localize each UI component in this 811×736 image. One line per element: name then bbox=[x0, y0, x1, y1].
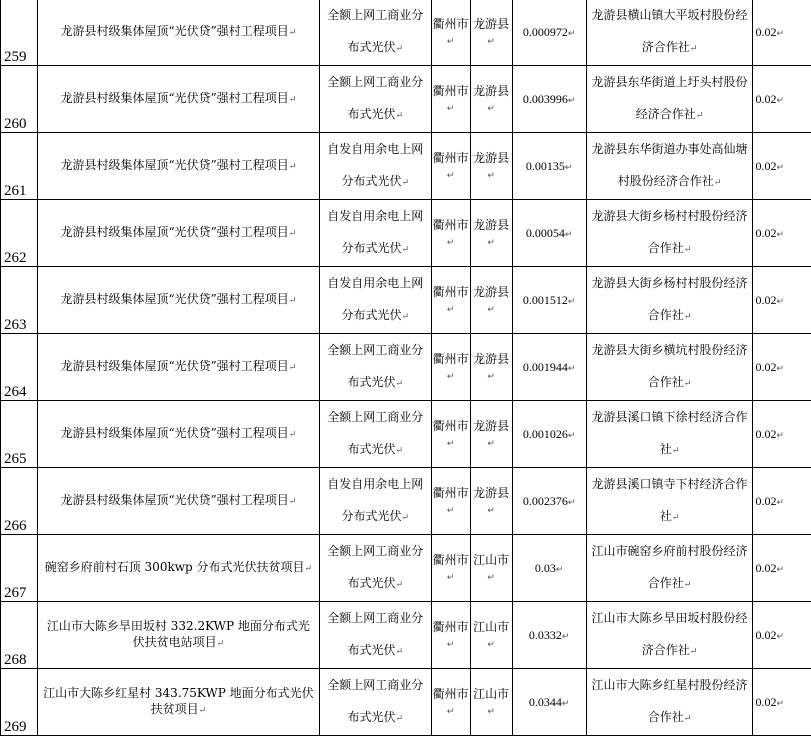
row-number: 260 bbox=[4, 116, 27, 132]
county-cell bbox=[470, 334, 512, 401]
city: 衢州市 bbox=[433, 419, 469, 433]
paragraph-mark-icon: ↵ bbox=[487, 36, 495, 46]
owner-name: 龙游县大街乡横坑村股份经济合作社 bbox=[592, 343, 748, 389]
subsidy-price: 0.02 bbox=[755, 159, 776, 173]
capacity-cell bbox=[512, 267, 586, 334]
project-name: 龙游县村级集体屋顶“光伏贷”强村工程项目 bbox=[60, 359, 288, 373]
paragraph-mark-icon: ↵ bbox=[199, 706, 207, 716]
county: 龙游县 bbox=[473, 352, 509, 366]
subsidy-price-cell bbox=[753, 200, 811, 267]
paragraph-mark-icon: ↵ bbox=[395, 379, 403, 389]
paragraph-mark-icon: ↵ bbox=[217, 639, 225, 649]
paragraph-mark-icon: ↵ bbox=[487, 371, 495, 381]
row-number-cell bbox=[1, 66, 38, 133]
capacity-cell bbox=[512, 200, 586, 267]
subsidy-price-cell bbox=[753, 0, 811, 66]
table-row bbox=[1, 468, 811, 535]
paragraph-mark-icon: ↵ bbox=[568, 430, 576, 440]
table-row bbox=[1, 133, 811, 200]
paragraph-mark-icon: ↵ bbox=[714, 178, 722, 188]
paragraph-mark-icon: ↵ bbox=[696, 111, 704, 121]
county-cell bbox=[470, 401, 512, 468]
row-number-cell bbox=[1, 200, 38, 267]
connection-type: 全额上网工商业分布式光伏 bbox=[327, 544, 423, 590]
connection-type: 全额上网工商业分布式光伏 bbox=[327, 678, 423, 724]
row-number-cell bbox=[1, 334, 38, 401]
table-row bbox=[1, 0, 811, 66]
owner-name: 龙游县东华街道上圩头村股份经济合作社 bbox=[592, 75, 748, 121]
paragraph-mark-icon: ↵ bbox=[776, 296, 784, 306]
paragraph-mark-icon: ↵ bbox=[395, 111, 403, 121]
project-name-cell bbox=[37, 0, 319, 66]
paragraph-mark-icon: ↵ bbox=[568, 363, 576, 373]
owner-name-cell bbox=[586, 401, 753, 468]
city-cell bbox=[431, 401, 470, 468]
county-cell bbox=[470, 200, 512, 267]
city: 衢州市 bbox=[433, 620, 469, 634]
county-cell bbox=[470, 66, 512, 133]
paragraph-mark-icon: ↵ bbox=[487, 572, 495, 582]
project-name-cell bbox=[37, 468, 319, 535]
subsidy-price: 0.02 bbox=[755, 494, 776, 508]
owner-name: 龙游县溪口镇寺下村经济合作社 bbox=[592, 477, 748, 523]
row-number: 262 bbox=[4, 250, 27, 266]
paragraph-mark-icon: ↵ bbox=[401, 245, 409, 255]
capacity: 0.001512 bbox=[523, 293, 568, 307]
capacity: 0.001944 bbox=[523, 360, 568, 374]
owner-name-cell bbox=[586, 334, 753, 401]
paragraph-mark-icon: ↵ bbox=[447, 706, 455, 716]
capacity-cell bbox=[512, 602, 586, 669]
paragraph-mark-icon: ↵ bbox=[565, 229, 573, 239]
row-number-cell bbox=[1, 669, 38, 736]
paragraph-mark-icon: ↵ bbox=[401, 513, 409, 523]
capacity: 0.03 bbox=[535, 561, 556, 575]
connection-type: 自发自用余电上网分布式光伏 bbox=[327, 477, 423, 523]
row-number-cell bbox=[1, 602, 38, 669]
city-cell bbox=[431, 267, 470, 334]
county: 龙游县 bbox=[473, 285, 509, 299]
row-number: 263 bbox=[4, 317, 27, 333]
paragraph-mark-icon: ↵ bbox=[568, 296, 576, 306]
project-name: 江山市大陈乡红星村 343.75KWP 地面分布式光伏扶贫项目 bbox=[43, 686, 314, 716]
capacity-cell bbox=[512, 334, 586, 401]
paragraph-mark-icon: ↵ bbox=[447, 170, 455, 180]
subsidy-price-cell bbox=[753, 669, 811, 736]
connection-type-cell bbox=[319, 133, 431, 200]
paragraph-mark-icon: ↵ bbox=[562, 698, 570, 708]
subsidy-price: 0.02 bbox=[755, 695, 776, 709]
capacity-cell bbox=[512, 133, 586, 200]
paragraph-mark-icon: ↵ bbox=[684, 245, 692, 255]
county-cell bbox=[470, 468, 512, 535]
county: 龙游县 bbox=[473, 419, 509, 433]
county-cell bbox=[470, 133, 512, 200]
capacity: 0.002376 bbox=[523, 494, 568, 508]
city: 衢州市 bbox=[433, 84, 469, 98]
city: 衢州市 bbox=[433, 17, 469, 31]
city-cell bbox=[431, 334, 470, 401]
owner-name: 江山市大陈乡旱田坂村股份经济合作社 bbox=[592, 611, 748, 657]
city: 衢州市 bbox=[433, 352, 469, 366]
table-row bbox=[1, 669, 811, 736]
paragraph-mark-icon: ↵ bbox=[776, 162, 784, 172]
connection-type-cell bbox=[319, 334, 431, 401]
county-cell bbox=[470, 602, 512, 669]
project-name-cell bbox=[37, 133, 319, 200]
city-cell bbox=[431, 602, 470, 669]
subsidy-price-cell bbox=[753, 401, 811, 468]
subsidy-price: 0.02 bbox=[755, 628, 776, 642]
row-number-cell bbox=[1, 468, 38, 535]
paragraph-mark-icon: ↵ bbox=[447, 572, 455, 582]
city: 衢州市 bbox=[433, 151, 469, 165]
subsidy-price: 0.02 bbox=[755, 360, 776, 374]
paragraph-mark-icon: ↵ bbox=[487, 237, 495, 247]
project-name: 龙游县村级集体屋顶“光伏贷”强村工程项目 bbox=[60, 24, 288, 38]
paragraph-mark-icon: ↵ bbox=[690, 44, 698, 54]
paragraph-mark-icon: ↵ bbox=[684, 312, 692, 322]
subsidy-price-cell bbox=[753, 535, 811, 602]
owner-name: 江山市大陈乡红星村股份经济合作社 bbox=[592, 678, 748, 724]
table-row bbox=[1, 602, 811, 669]
connection-type-cell bbox=[319, 0, 431, 66]
project-name: 龙游县村级集体屋顶“光伏贷”强村工程项目 bbox=[60, 225, 288, 239]
county: 龙游县 bbox=[473, 151, 509, 165]
connection-type-cell bbox=[319, 200, 431, 267]
subsidy-price-cell bbox=[753, 468, 811, 535]
subsidy-price-cell bbox=[753, 602, 811, 669]
owner-name-cell bbox=[586, 200, 753, 267]
connection-type-cell bbox=[319, 267, 431, 334]
capacity: 0.0344 bbox=[529, 695, 562, 709]
paragraph-mark-icon: ↵ bbox=[289, 430, 297, 440]
paragraph-mark-icon: ↵ bbox=[568, 28, 576, 38]
subsidy-price: 0.02 bbox=[755, 92, 776, 106]
owner-name-cell bbox=[586, 0, 753, 66]
capacity: 0.00054 bbox=[526, 226, 565, 240]
connection-type-cell bbox=[319, 535, 431, 602]
paragraph-mark-icon: ↵ bbox=[487, 304, 495, 314]
city-cell bbox=[431, 535, 470, 602]
project-name: 碗窑乡府前村石顶 300kwp 分布式光伏扶贫项目 bbox=[45, 560, 305, 574]
row-number-cell bbox=[1, 401, 38, 468]
connection-type-cell bbox=[319, 401, 431, 468]
owner-name: 龙游县溪口镇下徐村经济合作社 bbox=[592, 410, 748, 456]
paragraph-mark-icon: ↵ bbox=[487, 639, 495, 649]
connection-type: 全额上网工商业分布式光伏 bbox=[327, 75, 423, 121]
city-cell bbox=[431, 0, 470, 66]
project-name-cell bbox=[37, 267, 319, 334]
paragraph-mark-icon: ↵ bbox=[447, 639, 455, 649]
city: 衢州市 bbox=[433, 218, 469, 232]
row-number-cell bbox=[1, 535, 38, 602]
project-name-cell bbox=[37, 200, 319, 267]
capacity: 0.003996 bbox=[523, 92, 568, 106]
owner-name: 龙游县大街乡杨村村股份经济合作社 bbox=[592, 209, 748, 255]
paragraph-mark-icon: ↵ bbox=[562, 631, 570, 641]
row-number: 266 bbox=[4, 518, 27, 534]
subsidy-price: 0.02 bbox=[755, 427, 776, 441]
city-cell bbox=[431, 468, 470, 535]
capacity: 0.000972 bbox=[523, 25, 568, 39]
connection-type: 全额上网工商业分布式光伏 bbox=[327, 611, 423, 657]
paragraph-mark-icon: ↵ bbox=[289, 162, 297, 172]
table-row bbox=[1, 401, 811, 468]
capacity: 0.0332 bbox=[529, 628, 562, 642]
paragraph-mark-icon: ↵ bbox=[684, 580, 692, 590]
connection-type: 自发自用余电上网分布式光伏 bbox=[327, 142, 423, 188]
county: 龙游县 bbox=[473, 84, 509, 98]
county: 江山市 bbox=[473, 687, 509, 701]
table-row bbox=[1, 334, 811, 401]
county-cell bbox=[470, 267, 512, 334]
paragraph-mark-icon: ↵ bbox=[684, 714, 692, 724]
capacity-cell bbox=[512, 401, 586, 468]
paragraph-mark-icon: ↵ bbox=[672, 513, 680, 523]
paragraph-mark-icon: ↵ bbox=[776, 363, 784, 373]
county-cell bbox=[470, 669, 512, 736]
project-name: 龙游县村级集体屋顶“光伏贷”强村工程项目 bbox=[60, 91, 288, 105]
capacity-cell bbox=[512, 66, 586, 133]
paragraph-mark-icon: ↵ bbox=[395, 580, 403, 590]
county: 龙游县 bbox=[473, 486, 509, 500]
connection-type: 全额上网工商业分布式光伏 bbox=[327, 343, 423, 389]
owner-name-cell bbox=[586, 133, 753, 200]
row-number: 264 bbox=[4, 384, 27, 400]
paragraph-mark-icon: ↵ bbox=[447, 103, 455, 113]
owner-name: 江山市碗窑乡府前村股份经济合作社 bbox=[592, 544, 748, 590]
county: 龙游县 bbox=[473, 218, 509, 232]
connection-type-cell bbox=[319, 602, 431, 669]
paragraph-mark-icon: ↵ bbox=[395, 446, 403, 456]
owner-name: 龙游县大街乡杨村村股份经济合作社 bbox=[592, 276, 748, 322]
paragraph-mark-icon: ↵ bbox=[447, 438, 455, 448]
subsidy-price: 0.02 bbox=[755, 226, 776, 240]
owner-name-cell bbox=[586, 602, 753, 669]
project-name-cell bbox=[37, 669, 319, 736]
paragraph-mark-icon: ↵ bbox=[684, 379, 692, 389]
county-cell bbox=[470, 0, 512, 66]
city-cell bbox=[431, 133, 470, 200]
paragraph-mark-icon: ↵ bbox=[487, 505, 495, 515]
paragraph-mark-icon: ↵ bbox=[447, 237, 455, 247]
row-number: 259 bbox=[4, 49, 27, 65]
county: 江山市 bbox=[473, 620, 509, 634]
paragraph-mark-icon: ↵ bbox=[401, 178, 409, 188]
paragraph-mark-icon: ↵ bbox=[776, 229, 784, 239]
county: 江山市 bbox=[473, 553, 509, 567]
city: 衢州市 bbox=[433, 687, 469, 701]
owner-name-cell bbox=[586, 535, 753, 602]
paragraph-mark-icon: ↵ bbox=[487, 706, 495, 716]
project-name: 龙游县村级集体屋顶“光伏贷”强村工程项目 bbox=[60, 158, 288, 172]
paragraph-mark-icon: ↵ bbox=[776, 28, 784, 38]
owner-name-cell bbox=[586, 267, 753, 334]
paragraph-mark-icon: ↵ bbox=[672, 446, 680, 456]
subsidy-price-cell bbox=[753, 66, 811, 133]
subsidy-price: 0.02 bbox=[755, 561, 776, 575]
project-name-cell bbox=[37, 602, 319, 669]
paragraph-mark-icon: ↵ bbox=[447, 505, 455, 515]
capacity-cell bbox=[512, 669, 586, 736]
paragraph-mark-icon: ↵ bbox=[487, 170, 495, 180]
paragraph-mark-icon: ↵ bbox=[776, 631, 784, 641]
paragraph-mark-icon: ↵ bbox=[395, 714, 403, 724]
subsidy-price-cell bbox=[753, 133, 811, 200]
capacity: 0.001026 bbox=[523, 427, 568, 441]
owner-name: 龙游县横山镇大平坂村股份经济合作社 bbox=[592, 8, 748, 54]
paragraph-mark-icon: ↵ bbox=[289, 296, 297, 306]
county: 龙游县 bbox=[473, 17, 509, 31]
paragraph-mark-icon: ↵ bbox=[447, 304, 455, 314]
subsidy-price: 0.02 bbox=[755, 293, 776, 307]
paragraph-mark-icon: ↵ bbox=[487, 103, 495, 113]
capacity-cell bbox=[512, 468, 586, 535]
table-row bbox=[1, 200, 811, 267]
city-cell bbox=[431, 200, 470, 267]
city-cell bbox=[431, 669, 470, 736]
paragraph-mark-icon: ↵ bbox=[565, 162, 573, 172]
paragraph-mark-icon: ↵ bbox=[289, 28, 297, 38]
owner-name-cell bbox=[586, 66, 753, 133]
row-number: 265 bbox=[4, 451, 27, 467]
connection-type-cell bbox=[319, 66, 431, 133]
paragraph-mark-icon: ↵ bbox=[776, 430, 784, 440]
connection-type: 全额上网工商业分布式光伏 bbox=[327, 8, 423, 54]
county-cell bbox=[470, 535, 512, 602]
connection-type: 自发自用余电上网分布式光伏 bbox=[327, 276, 423, 322]
table-row bbox=[1, 66, 811, 133]
paragraph-mark-icon: ↵ bbox=[487, 438, 495, 448]
paragraph-mark-icon: ↵ bbox=[447, 36, 455, 46]
project-name: 江山市大陈乡旱田坂村 332.2KWP 地面分布式光伏扶贫电站项目 bbox=[47, 619, 310, 649]
paragraph-mark-icon: ↵ bbox=[776, 698, 784, 708]
owner-name-cell bbox=[586, 468, 753, 535]
project-name-cell bbox=[37, 66, 319, 133]
subsidy-price-cell bbox=[753, 334, 811, 401]
row-number-cell bbox=[1, 0, 38, 66]
project-name-cell bbox=[37, 535, 319, 602]
paragraph-mark-icon: ↵ bbox=[447, 371, 455, 381]
paragraph-mark-icon: ↵ bbox=[568, 497, 576, 507]
paragraph-mark-icon: ↵ bbox=[289, 95, 297, 105]
paragraph-mark-icon: ↵ bbox=[289, 363, 297, 373]
paragraph-mark-icon: ↵ bbox=[690, 647, 698, 657]
row-number: 261 bbox=[4, 183, 27, 199]
paragraph-mark-icon: ↵ bbox=[568, 95, 576, 105]
project-name: 龙游县村级集体屋顶“光伏贷”强村工程项目 bbox=[60, 426, 288, 440]
city: 衢州市 bbox=[433, 486, 469, 500]
capacity: 0.00135 bbox=[526, 159, 565, 173]
row-number-cell bbox=[1, 133, 38, 200]
city: 衢州市 bbox=[433, 553, 469, 567]
project-name-cell bbox=[37, 334, 319, 401]
paragraph-mark-icon: ↵ bbox=[776, 564, 784, 574]
connection-type: 全额上网工商业分布式光伏 bbox=[327, 410, 423, 456]
paragraph-mark-icon: ↵ bbox=[401, 312, 409, 322]
row-number-cell bbox=[1, 267, 38, 334]
city: 衢州市 bbox=[433, 285, 469, 299]
owner-name-cell bbox=[586, 669, 753, 736]
connection-type-cell bbox=[319, 669, 431, 736]
paragraph-mark-icon: ↵ bbox=[395, 647, 403, 657]
connection-type: 自发自用余电上网分布式光伏 bbox=[327, 209, 423, 255]
project-name: 龙游县村级集体屋顶“光伏贷”强村工程项目 bbox=[60, 493, 288, 507]
subsidy-price-cell bbox=[753, 267, 811, 334]
row-number: 267 bbox=[4, 585, 27, 601]
table-row bbox=[1, 535, 811, 602]
capacity-cell bbox=[512, 0, 586, 66]
paragraph-mark-icon: ↵ bbox=[556, 564, 564, 574]
table-row bbox=[1, 267, 811, 334]
capacity-cell bbox=[512, 535, 586, 602]
row-number: 269 bbox=[4, 719, 27, 735]
project-name: 龙游县村级集体屋顶“光伏贷”强村工程项目 bbox=[60, 292, 288, 306]
paragraph-mark-icon: ↵ bbox=[289, 229, 297, 239]
project-name-cell bbox=[37, 401, 319, 468]
owner-name: 龙游县东华街道办事处高仙塘村股份经济合作社 bbox=[592, 142, 748, 188]
city-cell bbox=[431, 66, 470, 133]
subsidy-price: 0.02 bbox=[755, 25, 776, 39]
paragraph-mark-icon: ↵ bbox=[776, 497, 784, 507]
paragraph-mark-icon: ↵ bbox=[395, 44, 403, 54]
paragraph-mark-icon: ↵ bbox=[289, 497, 297, 507]
paragraph-mark-icon: ↵ bbox=[776, 95, 784, 105]
paragraph-mark-icon: ↵ bbox=[305, 564, 313, 574]
row-number: 268 bbox=[4, 652, 27, 668]
connection-type-cell bbox=[319, 468, 431, 535]
